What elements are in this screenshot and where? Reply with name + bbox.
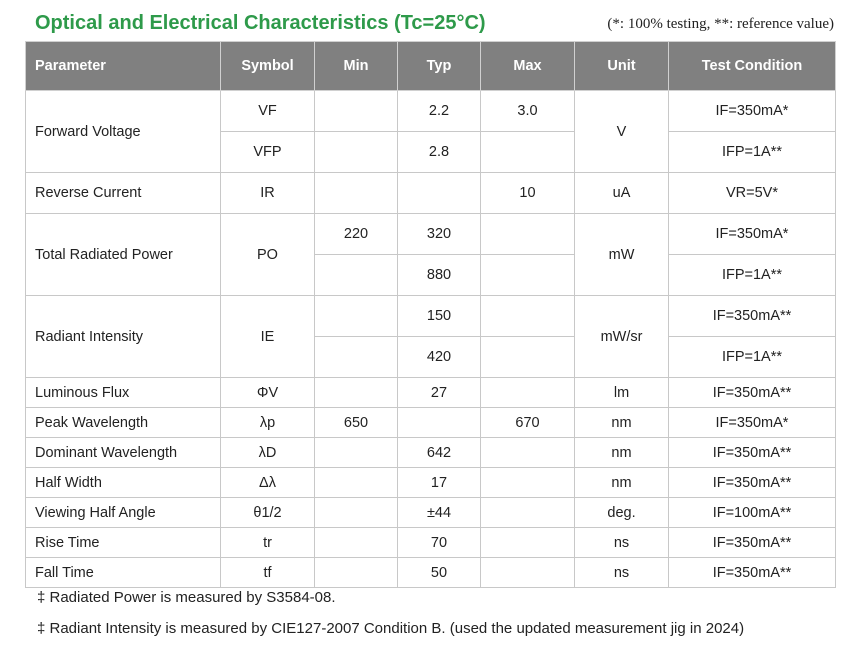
parameter-cell: Dominant Wavelength [26,438,221,468]
max-cell [481,558,575,588]
condition-cell: IF=350mA** [669,438,836,468]
condition-cell: IF=350mA** [669,528,836,558]
typ-cell: 642 [398,438,481,468]
column-header: Symbol [221,42,315,91]
condition-cell: IF=350mA* [669,408,836,438]
column-header: Test Condition [669,42,836,91]
min-cell [315,91,398,132]
max-cell [481,337,575,378]
condition-cell: IF=350mA** [669,378,836,408]
parameter-cell: Half Width [26,468,221,498]
min-cell [315,558,398,588]
table-row [26,173,836,214]
unit-cell: lm [575,378,669,408]
typ-cell: 2.8 [398,132,481,173]
min-cell [315,498,398,528]
typ-cell: 27 [398,378,481,408]
unit-cell: deg. [575,498,669,528]
table-row [26,408,836,438]
min-cell: 650 [315,408,398,438]
condition-cell: IF=350mA** [669,296,836,337]
typ-cell: 70 [398,528,481,558]
parameter-cell: Forward Voltage [26,91,221,173]
table-row [26,378,836,408]
typ-cell [398,408,481,438]
column-header: Max [481,42,575,91]
unit-cell: ns [575,528,669,558]
table-row [26,214,836,255]
symbol-cell: ΦV [221,378,315,408]
symbol-cell: IR [221,173,315,214]
typ-cell [398,173,481,214]
parameter-cell: Viewing Half Angle [26,498,221,528]
table-row [26,91,836,132]
condition-cell: IFP=1A** [669,132,836,173]
max-cell [481,378,575,408]
legend-note: (*: 100% testing, **: reference value) [607,16,834,32]
symbol-cell: IE [221,296,315,378]
footnote-radiant-intensity: ‡ Radiant Intensity is measured by CIE127-2007 Condition B. (used the updated measurement jig in 2024) [37,620,745,637]
max-cell [481,468,575,498]
symbol-cell: Δλ [221,468,315,498]
column-header: Min [315,42,398,91]
max-cell [481,498,575,528]
unit-cell: uA [575,173,669,214]
unit-cell: ns [575,558,669,588]
table-row [26,498,836,528]
unit-cell: V [575,91,669,173]
condition-cell: IF=350mA** [669,468,836,498]
characteristics-table [25,41,836,588]
min-cell [315,468,398,498]
typ-cell: 2.2 [398,91,481,132]
min-cell [315,296,398,337]
parameter-cell: Reverse Current [26,173,221,214]
symbol-cell: VFP [221,132,315,173]
min-cell [315,173,398,214]
unit-cell: mW [575,214,669,296]
typ-cell: 320 [398,214,481,255]
table-row [26,528,836,558]
parameter-cell: Luminous Flux [26,378,221,408]
max-cell [481,296,575,337]
typ-cell: 17 [398,468,481,498]
condition-cell: IF=350mA* [669,214,836,255]
column-header: Unit [575,42,669,91]
unit-cell: mW/sr [575,296,669,378]
min-cell [315,337,398,378]
unit-cell: nm [575,438,669,468]
parameter-cell: Total Radiated Power [26,214,221,296]
footnote-radiated-power: ‡ Radiated Power is measured by S3584-08. [37,589,336,606]
symbol-cell: VF [221,91,315,132]
symbol-cell: PO [221,214,315,296]
symbol-cell: tr [221,528,315,558]
table-row [26,468,836,498]
max-cell [481,438,575,468]
condition-cell: IF=100mA** [669,498,836,528]
min-cell [315,528,398,558]
table-row [26,558,836,588]
typ-cell: ±44 [398,498,481,528]
min-cell: 220 [315,214,398,255]
parameter-cell: Fall Time [26,558,221,588]
max-cell: 670 [481,408,575,438]
max-cell [481,132,575,173]
table-header-row [26,42,836,91]
parameter-cell: Rise Time [26,528,221,558]
typ-cell: 880 [398,255,481,296]
table-row [26,296,836,337]
condition-cell: IFP=1A** [669,255,836,296]
max-cell: 3.0 [481,91,575,132]
min-cell [315,438,398,468]
column-header: Parameter [26,42,221,91]
condition-cell: IF=350mA** [669,558,836,588]
unit-cell: nm [575,408,669,438]
typ-cell: 150 [398,296,481,337]
symbol-cell: λD [221,438,315,468]
symbol-cell: θ1/2 [221,498,315,528]
parameter-cell: Peak Wavelength [26,408,221,438]
condition-cell: VR=5V* [669,173,836,214]
min-cell [315,255,398,296]
min-cell [315,378,398,408]
condition-cell: IF=350mA* [669,91,836,132]
max-cell: 10 [481,173,575,214]
max-cell [481,214,575,255]
unit-cell: nm [575,468,669,498]
min-cell [315,132,398,173]
typ-cell: 420 [398,337,481,378]
table-row [26,438,836,468]
max-cell [481,255,575,296]
symbol-cell: λp [221,408,315,438]
page-title: Optical and Electrical Characteristics (Tc=25°C) [35,12,486,34]
typ-cell: 50 [398,558,481,588]
column-header: Typ [398,42,481,91]
symbol-cell: tf [221,558,315,588]
parameter-cell: Radiant Intensity [26,296,221,378]
condition-cell: IFP=1A** [669,337,836,378]
max-cell [481,528,575,558]
